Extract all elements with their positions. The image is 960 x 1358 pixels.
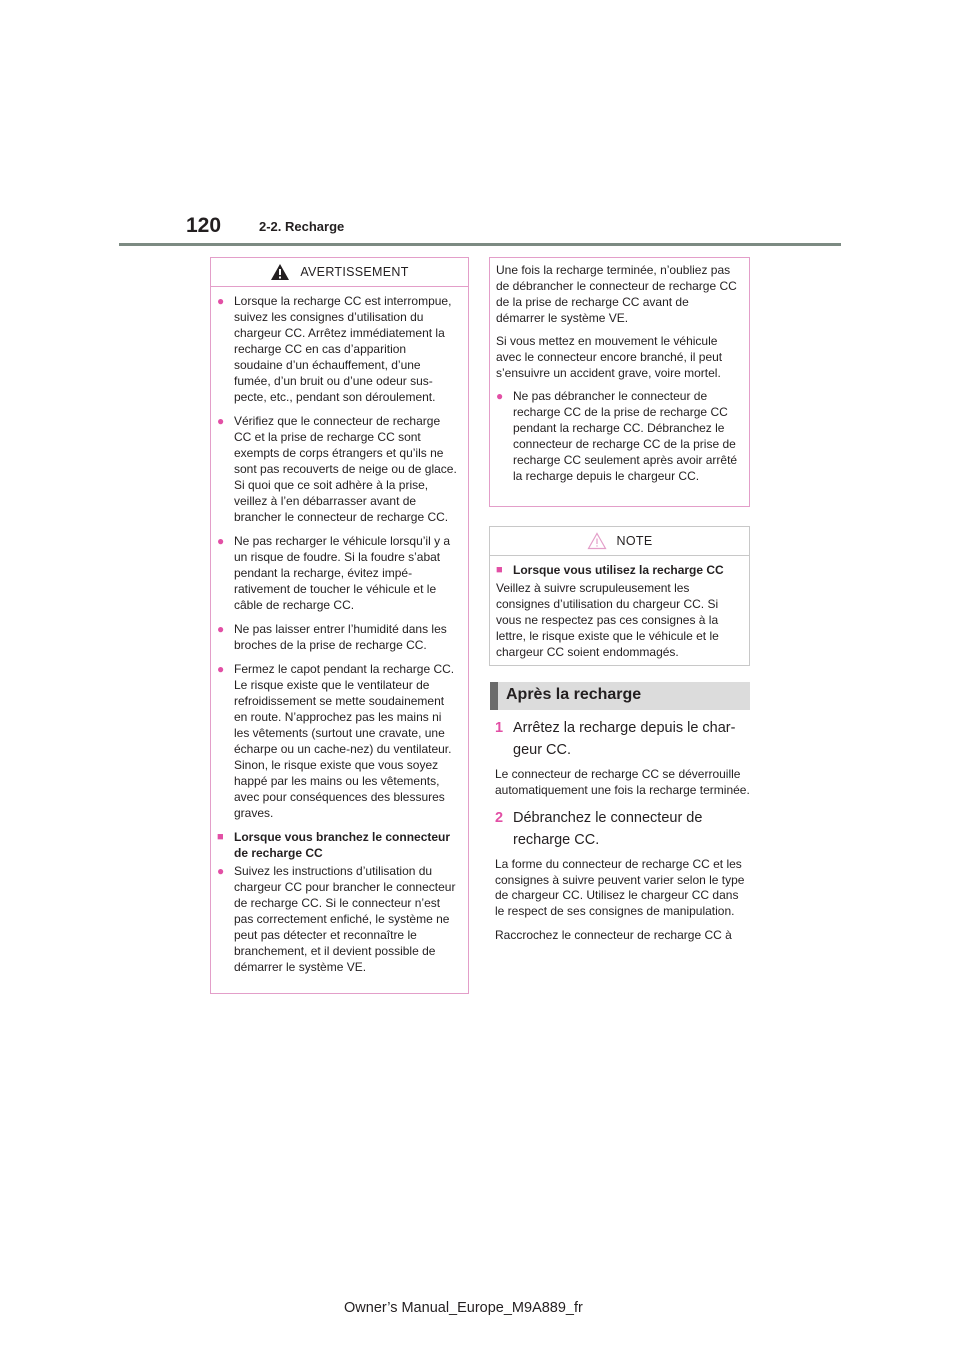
warning-item: [217, 863, 458, 975]
step-number: 1: [495, 720, 504, 736]
bullet-icon: ●: [217, 414, 225, 428]
after-charging-heading: Après la recharge: [490, 682, 750, 710]
warning-item-text: Fermez le capot pendant la recharge CC. Le risque existe que le ventilateur de refroidissement se mette soudainement en route. N’approchez pas les mains ni les vêtements (surtout une cravate, une écharpe ou un cache-nez) du ventilateur. Sinon, le risque existe que vous soyez happé par les mains ou les vêtements, avec pour conséquences des blessures graves.: [234, 662, 455, 820]
warning-item: [217, 533, 458, 613]
warning-item: [496, 388, 739, 484]
warning-item: [217, 621, 458, 653]
warning-item-text: Ne pas recharger le véhicule lorsqu’il y a un risque de foudre. Si la foudre s’abat pendant la recharge, évitez impérativement de toucher le véhicule et le câble de recharge CC.: [234, 534, 451, 612]
bullet-icon: ●: [217, 864, 225, 878]
note-text: Veillez à suivre scrupuleusement les consignes d’utilisation du chargeur CC. Si vous ne respectez pas ces consignes à la lettre, le risque existe que le véhicule et le chargeur CC soient endommagés.: [496, 581, 719, 659]
warning-paragraph: Si vous mettez en mouvement le véhicule avec le connecteur encore branché, il peut s’ensuivre un accident grave, voire mortel.: [496, 334, 723, 380]
bullet-icon: ●: [217, 662, 225, 676]
warning-continued-body: [490, 258, 749, 484]
warning-item: [217, 293, 458, 405]
note-box: [489, 526, 750, 666]
warning-item-text: Ne pas laisser entrer l’humidité dans les broches de la prise de recharge CC.: [234, 622, 447, 652]
square-bullet-icon: ■: [496, 564, 503, 576]
warning-item-text: Ne pas débrancher le connecteur de recharge CC de la prise de recharge CC pendant la recharge CC. Débranchez le connecteur de recharge CC de la prise de recharge CC seulement après avoir arrêté la recharge depuis le chargeur CC.: [513, 389, 738, 483]
section-title: 2-2. Recharge: [259, 219, 345, 234]
footer-text: Owner’s Manual_Europe_M9A889_fr: [344, 1300, 583, 1316]
note-body: [490, 556, 749, 660]
note-subheading-text: Lorsque vous utilisez la recharge CC: [513, 563, 724, 577]
warning-body: [211, 287, 468, 975]
warning-subheading: [217, 829, 458, 861]
step-description: La forme du connecteur de recharge CC et les consignes à suivre peuvent varier selon le type de chargeur CC. Utilisez le chargeur CC dans le respect de ses consignes de manipulation.: [495, 857, 745, 918]
step-title-text: Débranchez le connecteur de recharge CC.: [513, 810, 703, 848]
warning-item: [217, 413, 458, 525]
step-title: [495, 717, 750, 761]
warning-triangle-icon: [270, 263, 290, 281]
warning-subheading-text: Lorsque vous branchez le connecteur de recharge CC: [234, 830, 451, 860]
square-bullet-icon: ■: [217, 831, 224, 843]
note-title: NOTE: [616, 534, 653, 548]
warning-box-continued: [489, 257, 750, 507]
step-description: Le connecteur de recharge CC se déverrouille automatiquement une fois la recharge terminée.: [495, 767, 750, 797]
step-number: 2: [495, 810, 504, 826]
step-title-text: Arrêtez la recharge depuis le chargeur CC.: [513, 720, 736, 758]
bullet-icon: ●: [217, 534, 225, 548]
warning-header: [211, 258, 468, 287]
warning-item-text: Lorsque la recharge CC est interrompue, suivez les consignes d’utilisation du chargeur CC. Arrêtez immédiatement la recharge CC en cas d’apparition soudaine d’un échauffement, d’une fumée, d’un bruit ou d’une odeur suspecte, etc., pendant son déroulement.: [234, 294, 452, 404]
header-rule: [119, 243, 841, 246]
caution-triangle-icon: [587, 532, 607, 550]
note-header: [490, 527, 749, 556]
warning-paragraph: Une fois la recharge terminée, n’oubliez pas de débrancher le connecteur de recharge CC de la prise de recharge CC avant de démarrer le système VE.: [496, 263, 737, 325]
warning-item: [217, 661, 458, 821]
warning-title: AVERTISSEMENT: [300, 265, 409, 279]
steps-list: [495, 717, 750, 953]
page-number: 120: [186, 214, 222, 237]
bullet-icon: ●: [217, 294, 225, 308]
step-title: [495, 807, 750, 851]
warning-item-text: Suivez les instructions d’utilisation du chargeur CC pour brancher le connecteur de recharge CC. Si le connecteur n’est pas correctement enfiché, le système ne peut pas détecter et reconnaître le branchement, et il devient possible de démarrer le système VE.: [234, 864, 456, 974]
note-subheading: [496, 562, 739, 578]
warning-box: [210, 257, 469, 994]
bullet-icon: ●: [496, 389, 504, 403]
step-description: Raccrochez le connecteur de recharge CC à: [495, 928, 732, 942]
warning-item-text: Vérifiez que le connecteur de recharge CC et la prise de recharge CC sont exempts de corps étrangers et qu’ils ne sont pas recouverts de neige ou de glace. Si quoi que ce soit adhère à la prise, veillez à l’en débarrasser avant de brancher le connecteur de recharge CC.: [234, 414, 457, 524]
bullet-icon: ●: [217, 622, 225, 636]
